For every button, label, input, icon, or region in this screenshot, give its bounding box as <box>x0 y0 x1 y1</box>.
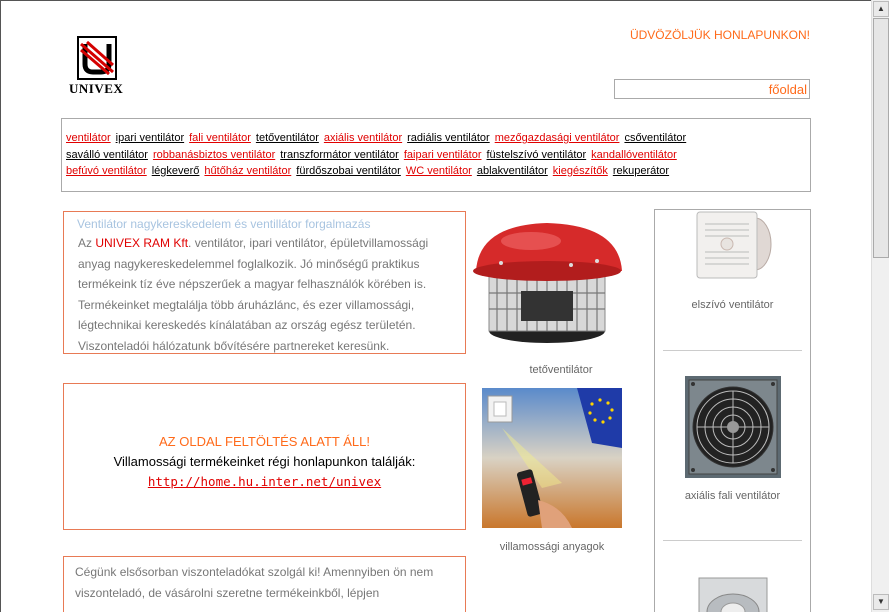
exhaust-fan-image[interactable] <box>689 210 777 294</box>
old-site-link[interactable]: http://home.hu.inter.net/univex <box>147 474 382 489</box>
home-link[interactable]: főoldal <box>614 79 810 99</box>
axial-wall-fan-image[interactable] <box>685 376 781 478</box>
product-sidebar <box>654 209 811 612</box>
nav-link[interactable]: ventilátor <box>66 132 111 144</box>
logo-emblem <box>77 36 117 80</box>
nav-link[interactable]: radiális ventilátor <box>407 132 490 144</box>
nav-link[interactable]: fali ventilátor <box>189 132 251 144</box>
nav-link[interactable]: transzformátor ventilátor <box>280 148 399 161</box>
intro-box <box>63 211 466 354</box>
intro-text <box>78 233 463 356</box>
nav-link[interactable]: kandallóventilátor <box>591 148 677 161</box>
nav-link[interactable]: ipari ventilátor <box>115 132 185 144</box>
notice-text: Villamossági termékeinket régi honlapunkon találják: <box>113 454 416 469</box>
logo-text: UNIVEX <box>69 81 124 96</box>
intro-title: Ventilátor nagykereskedelem és ventillátor forgalmazás <box>77 217 371 231</box>
electrical-materials-caption: villamossági anyagok <box>499 541 605 553</box>
welcome-heading: ÜDVÖZÖLJÜK HONLAPUNKON! <box>629 28 810 42</box>
scroll-up-icon[interactable]: ▲ <box>873 1 889 17</box>
reseller-box <box>63 556 466 612</box>
nav-link[interactable]: csőventilátor <box>624 132 687 144</box>
nav-link[interactable]: robbanásbiztos ventilátor <box>152 148 276 161</box>
roof-fan-image[interactable] <box>471 213 626 348</box>
nav-link[interactable]: befúvó ventilátor <box>66 165 147 177</box>
nav-link[interactable]: rekuperátor <box>612 165 670 177</box>
nav-link[interactable]: mezőgazdasági ventilátor <box>494 132 620 144</box>
nav-link[interactable]: tetőventilátor <box>255 132 319 144</box>
intro-body: . ventilátor, ipari ventilátor, épületvillamossági anyag nagykereskedelemmel foglalkozik. Jó minőségű praktikus termékeink tíz éve népszerűek a magyar felhasználók körében is. Termékeinket megtalálja több áruházlánc, és ezer villamossági, légtechnikai kereskedés kínálatában az ország egész területén. Viszonteladói hálózatunk bővítésére partnereket keresünk. <box>78 236 429 353</box>
nav-row-2 <box>66 147 810 164</box>
scrollbar-thumb[interactable] <box>873 18 889 258</box>
nav-link[interactable]: faipari ventilátor <box>403 148 482 161</box>
univex-logo[interactable] <box>69 35 129 99</box>
notice-box <box>63 383 466 530</box>
nav-row-1 <box>66 130 810 147</box>
sidebar-divider <box>663 350 802 351</box>
nav-link[interactable]: ablakventilátor <box>476 165 548 177</box>
scroll-down-icon[interactable]: ▼ <box>873 594 889 610</box>
nav-link[interactable]: axiális ventilátor <box>323 132 403 144</box>
duct-fan-image[interactable] <box>685 572 781 612</box>
nav-link[interactable]: kiegészítők <box>552 165 608 177</box>
sidebar-divider <box>663 540 802 541</box>
nav-link[interactable]: fürdőszobai ventilátor <box>296 165 401 177</box>
nav-row-3 <box>66 163 810 180</box>
nav-link[interactable]: saválló ventilátor <box>66 148 148 161</box>
nav-link[interactable]: légkeverő <box>151 165 200 177</box>
roof-fan-caption: tetőventilátor <box>529 364 593 376</box>
category-nav <box>61 118 811 192</box>
nav-link[interactable]: füstelszívó ventilátor <box>486 148 587 161</box>
exhaust-fan-caption: elszívó ventilátor <box>691 299 774 311</box>
axial-wall-fan-caption: axiális fali ventilátor <box>684 490 781 502</box>
intro-brand: UNIVEX RAM Kft <box>95 236 189 250</box>
nav-link[interactable]: WC ventilátor <box>405 165 472 177</box>
reseller-text: Cégünk elsősorban viszonteladókat szolgál ki! Amennyiben ön nem viszonteladó, de vásárolni szeretne termékeinkből, lépjen <box>75 565 434 600</box>
nav-link[interactable]: hűtőház ventilátor <box>204 165 292 177</box>
vertical-scrollbar[interactable] <box>871 0 889 612</box>
electrical-materials-image[interactable] <box>482 388 622 528</box>
intro-prefix: Az <box>78 236 96 250</box>
notice-title: AZ OLDAL FELTÖLTÉS ALATT ÁLL! <box>159 434 370 449</box>
